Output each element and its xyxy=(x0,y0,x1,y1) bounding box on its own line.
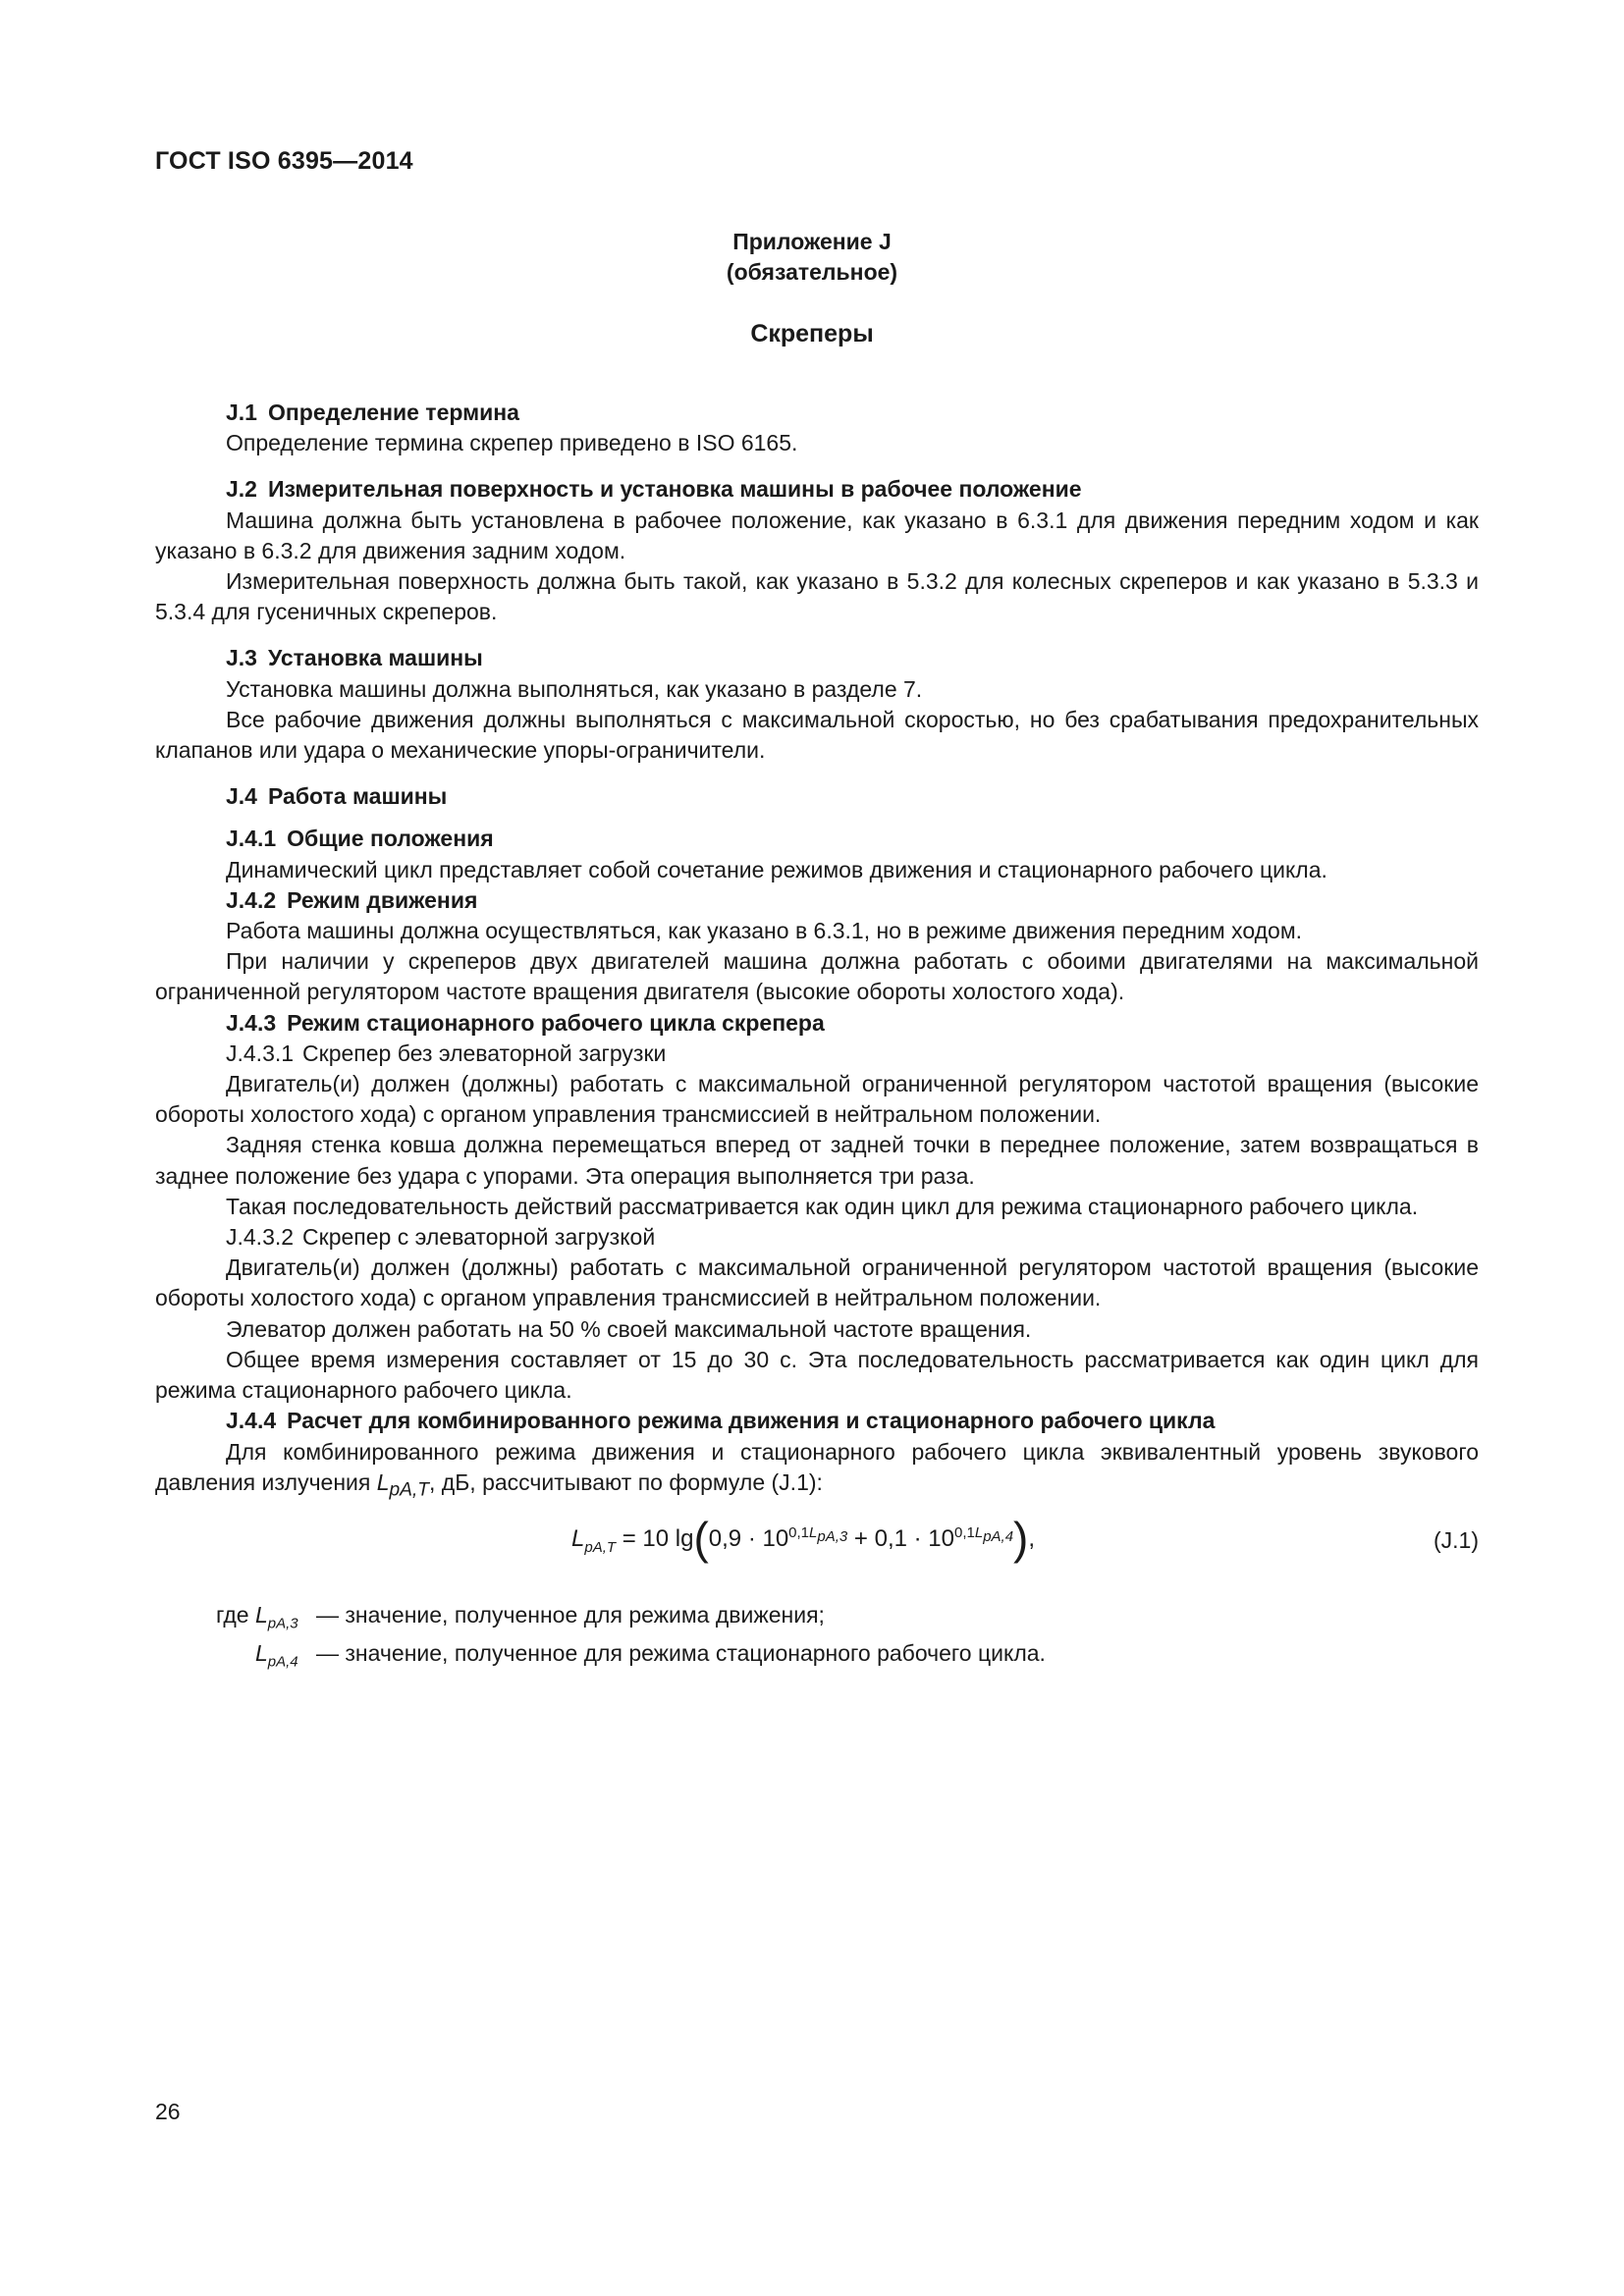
paragraph: При наличии у скреперов двух двигателей машина должна работать с обоими двигателями на максимальной ограниченной регулятором частоте вращения двигателя (высокие обороты холостого хода). xyxy=(155,948,1479,1005)
section-heading-j42 xyxy=(155,885,1479,916)
section-title: Расчет для комбинированного режима движения и стационарного рабочего цикла xyxy=(287,1408,1216,1434)
section-title: Определение термина xyxy=(267,400,519,425)
paragraph: Измерительная поверхность должна быть такой, как указано в 5.3.2 для колесных скреперов и как указано в 5.3.3 и 5.3.4 для гусеничных скреперов. xyxy=(155,568,1479,625)
formula-number: (J.1) xyxy=(1434,1526,1479,1553)
paragraph: Задняя стенка ковша должна перемещаться вперед от задней точки в переднее положение, затем возвращаться в заднее положение без удара с упорами. Эта операция выполняется три раза. xyxy=(155,1132,1479,1189)
symbol-l: L xyxy=(376,1468,390,1495)
section-title: Установка машины xyxy=(267,645,483,671)
legend-row xyxy=(155,1600,1479,1639)
left-paren: ( xyxy=(693,1512,709,1564)
section-heading-j44 xyxy=(155,1406,1479,1436)
section-heading-j41 xyxy=(155,824,1479,854)
paragraph: Элеватор должен работать на 50 % своей максимальной частоте вращения. xyxy=(226,1315,1032,1342)
paragraph: Общее время измерения составляет от 15 до 30 с. Эта последовательность рассматривается как один цикл для режима стационарного рабочего цикла. xyxy=(155,1346,1479,1404)
formula-legend xyxy=(155,1600,1479,1679)
section-heading-j43 xyxy=(155,1008,1479,1039)
section-number: J.1 xyxy=(226,400,257,425)
annex-name: Скреперы xyxy=(750,320,874,347)
section-number: J.4.1 xyxy=(226,826,277,852)
paragraph: Для комбинированного режима движения и стационарного рабочего цикла эквивалентный уровень звукового давления излучения $L_{pA,T}$, дБ, рассчитывают по формуле (J.1): xyxy=(155,1438,1479,1501)
section-number: J.3 xyxy=(226,645,257,671)
subsection-title: Скрепер без элеваторной загрузки xyxy=(302,1040,667,1066)
paragraph: Работа машины должна осуществляться, как указано в 6.3.1, но в режиме движения передним ходом. xyxy=(226,918,1303,944)
paragraph: Определение термина скрепер приведено в ISO 6165. xyxy=(226,430,798,456)
subsection-heading-j432 xyxy=(155,1222,1479,1253)
page-number: 26 xyxy=(155,2099,181,2124)
document-id-header: ГОСТ ISO 6395—2014 xyxy=(155,147,413,175)
paragraph: Динамический цикл представляет собой сочетание режимов движения и стационарного рабочего цикла. xyxy=(226,856,1327,882)
legend-text: — значение, полученное для режима стационарного рабочего цикла. xyxy=(316,1640,1046,1667)
paragraph: Все рабочие движения должны выполняться с максимальной скоростью, но без срабатывания предохранительных клапанов или удара о механические упоры-ограничители. xyxy=(155,706,1479,764)
legend-row xyxy=(155,1638,1479,1678)
paragraph: Двигатель(и) должен (должны) работать с максимальной ограниченной регулятором частотой вращения (высокие обороты холостого хода) с органом управления трансмиссией в нейтральном положении. xyxy=(155,1255,1479,1311)
right-paren: ) xyxy=(1013,1512,1029,1564)
legend-symbol: $L_{pA,4}$ xyxy=(255,1640,298,1671)
paragraph: Машина должна быть установлена в рабочее положение, как указано в 6.3.1 для движения передним ходом и как указано в 6.3.2 для движения задним ходом. xyxy=(155,507,1479,563)
formula-expression: $L_{pA,T} = 10$ $\lg(0,9 \cdot 10^{0,1L_{pA,3}} + 0,1 \cdot 10^{0,1L_{pA,4}})$, xyxy=(571,1512,1036,1564)
section-number: J.4.2 xyxy=(226,886,277,913)
legend-text: — значение, полученное для режима движения; xyxy=(316,1601,825,1628)
section-number: J.4 xyxy=(226,783,257,810)
annex-status: (обязательное) xyxy=(726,259,898,285)
paragraph: Такая последовательность действий рассматривается как один цикл для режима стационарного рабочего цикла. xyxy=(226,1193,1419,1219)
section-heading-j4 xyxy=(155,781,1479,812)
legend-lead: где xyxy=(216,1601,249,1628)
section-title: Измерительная поверхность и установка машины в рабочее положение xyxy=(267,476,1082,503)
subsection-title: Скрепер с элеваторной загрузкой xyxy=(302,1224,656,1251)
section-title: Работа машины xyxy=(267,783,448,810)
section-heading-j3 xyxy=(155,643,1479,673)
section-number: J.4.4 xyxy=(226,1408,277,1434)
subsection-number: J.4.3.1 xyxy=(226,1040,295,1066)
document-body xyxy=(155,398,1479,1678)
section-title: Режим стационарного рабочего цикла скрепера xyxy=(287,1009,825,1036)
legend-symbol: $L_{pA,3}$ xyxy=(255,1601,298,1632)
section-number: J.4.3 xyxy=(226,1009,277,1036)
section-title: Режим движения xyxy=(287,886,478,913)
section-title: Общие положения xyxy=(287,826,494,852)
section-number: J.2 xyxy=(226,476,257,503)
subsection-heading-j431 xyxy=(155,1039,1479,1069)
paragraph: Установка машины должна выполняться, как указано в разделе 7. xyxy=(226,675,923,702)
section-heading-j2 xyxy=(155,474,1479,505)
symbol-subscript: pA,T xyxy=(389,1479,429,1501)
annex-title: Приложение J xyxy=(732,229,892,254)
subsection-number: J.4.3.2 xyxy=(226,1224,295,1251)
paragraph: Двигатель(и) должен (должны) работать с максимальной ограниченной регулятором частотой вращения (высокие обороты холостого хода) с органом управления трансмиссией в нейтральном положении. xyxy=(155,1071,1479,1128)
formula-j1 xyxy=(155,1512,1479,1578)
section-heading-j1 xyxy=(155,398,1479,428)
